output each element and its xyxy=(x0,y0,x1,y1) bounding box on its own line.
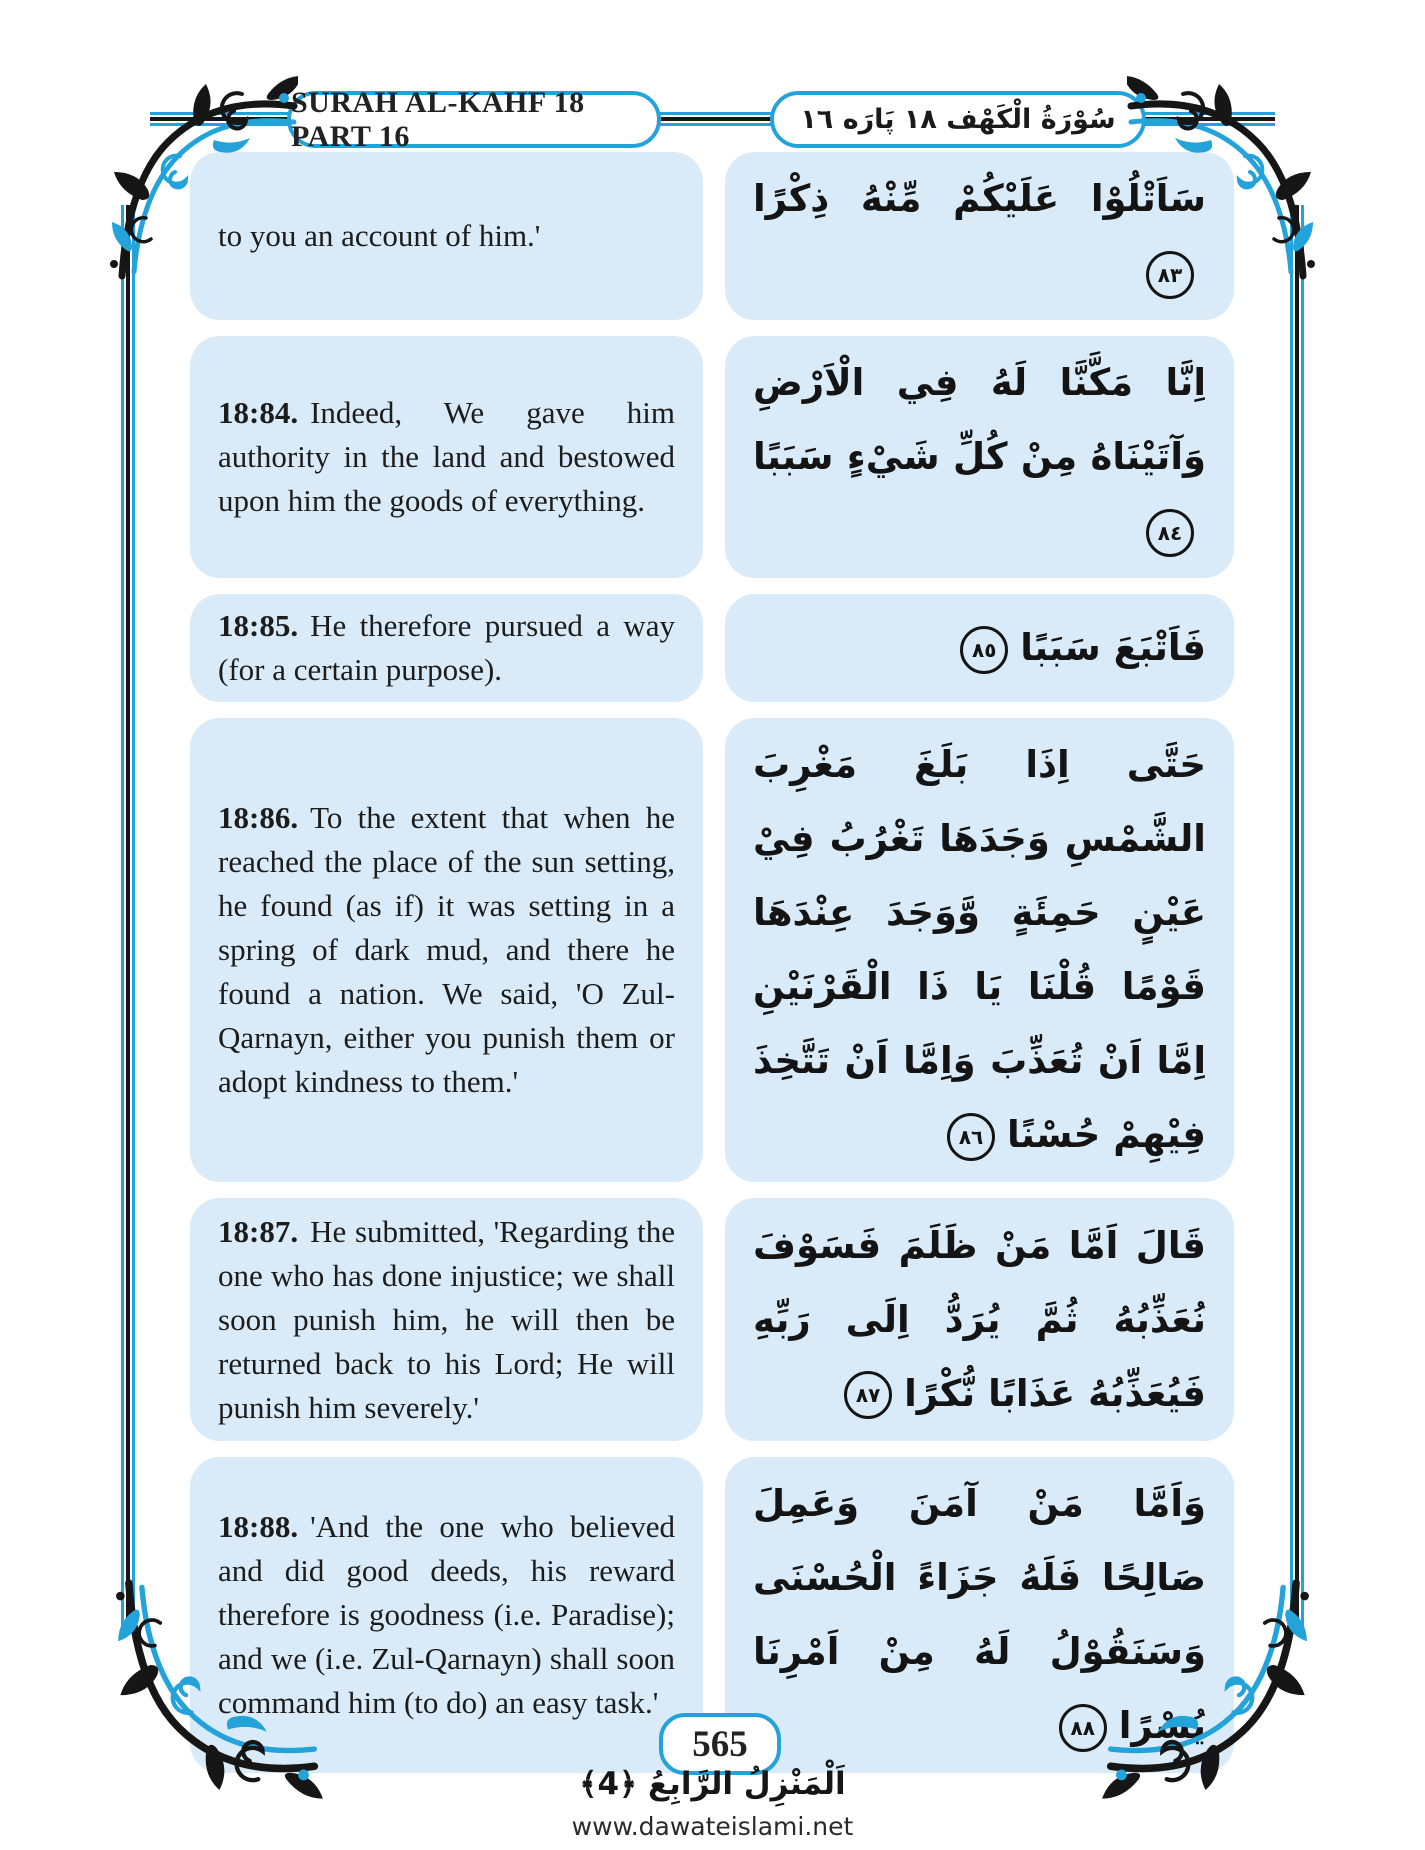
arabic-box-18-84 xyxy=(725,336,1234,578)
translation-box-18-84 xyxy=(190,336,703,578)
floral-corner-ornament-bottom-left xyxy=(74,1568,324,1818)
floral-corner-ornament-bottom-right xyxy=(1101,1568,1351,1818)
right-border-line xyxy=(1290,205,1304,1633)
arabic-verse: اِنَّا مَكَّنَّا لَهُ فِي الْاَرْضِ وَآتَيْنَاهُ مِنْ كُلِّ شَيْءٍ سَبَبًا xyxy=(753,361,1206,478)
verse-translation: 'And the one who believed and did good deeds, his reward therefore is goodness (i.e. Paradise); and we (i.e. Zul-Qarnayn) shall soon command him (to do) an easy task.' xyxy=(218,1509,675,1720)
arabic-text xyxy=(753,346,1206,568)
translation-box-18-87 xyxy=(190,1198,703,1441)
header-title-english xyxy=(287,85,661,153)
arabic-verse: قَالَ اَمَّا مَنْ ظَلَمَ فَسَوْفَ نُعَذِّبُهُ ثُمَّ يُرَدُّ اِلَى رَبِّهِ فَيُعَذِّبُهُ عَذَابًا نُّكْرًا xyxy=(753,1223,1206,1415)
verse-translation: He therefore pursued a way (for a certain purpose). xyxy=(218,608,675,687)
verse-translation: He submitted, 'Regarding the one who has done injustice; we shall soon punish him, he will then be returned back to his Lord; He will punish him severely.' xyxy=(218,1213,675,1425)
left-border-line xyxy=(121,205,135,1633)
verse-ref: 18:88. xyxy=(218,1509,299,1544)
arabic-box-18-87 xyxy=(725,1198,1234,1441)
arabic-box-18-85 xyxy=(725,594,1234,702)
ayah-number-medallion: ٨٥ xyxy=(960,626,1008,674)
ayah-number-medallion: ٨٨ xyxy=(1059,1704,1107,1752)
ayah-number-medallion: ٨٦ xyxy=(947,1113,995,1161)
arabic-text xyxy=(753,728,1206,1172)
header-title-arabic xyxy=(770,91,1146,148)
arabic-verse: حَتَّى اِذَا بَلَغَ مَغْرِبَ الشَّمْسِ وَجَدَهَا تَغْرُبُ فِيْ عَيْنٍ حَمِئَةٍ وَّوَجَدَ عِنْدَهَا قَوْمًا قُلْنَا يَا ذَا الْقَرْنَيْنِ اِمَّا اَنْ تُعَذِّبَ وَاِمَّا اَنْ تَتَّخِذَ فِيْهِمْ حُسْنًا xyxy=(753,743,1206,1156)
translation-text xyxy=(218,391,675,523)
verse-grid xyxy=(190,152,1234,1773)
footer-manzil-arabic: اَلْمَنْزِلُ الرَّابِعُ ﴿4﴾ xyxy=(579,1766,846,1802)
ayah-number-medallion: ٨٣ xyxy=(1146,251,1194,299)
verse-translation: Indeed, We gave him authority in the land and bestowed upon him the goods of everything. xyxy=(218,395,675,518)
arabic-text xyxy=(753,611,1206,685)
arabic-verse: وَاَمَّا مَنْ آمَنَ وَعَمِلَ صَالِحًا فَلَهُ جَزَاءً الْحُسْنَى وَسَنَقُوْلُ لَهُ مِنْ اَمْرِنَا يُسْرًا xyxy=(753,1482,1206,1747)
verse-ref: 18:85. xyxy=(218,608,299,643)
ayah-number-medallion: ٨٤ xyxy=(1146,509,1194,557)
verse-translation: to you an account of him.' xyxy=(218,218,541,253)
verse-row-18-84 xyxy=(190,336,1234,578)
page-number: 565 xyxy=(692,1723,748,1765)
floral-corner-ornament-top-right xyxy=(1127,58,1349,290)
header-title-english-text: SURAH AL-KAHF 18 PART 16 xyxy=(291,85,585,153)
translation-text xyxy=(218,604,675,692)
verse-row-18-85 xyxy=(190,594,1234,702)
verse-row-18-87 xyxy=(190,1198,1234,1441)
verse-translation: To the extent that when he reached the place of the sun setting, he found (as if) it was setting in a spring of dark mud, and there he found a nation. We said, 'O Zul-Qarnayn, either you punish them or adopt kindness to them.' xyxy=(218,800,675,1099)
verse-ref: 18:84. xyxy=(218,395,299,430)
arabic-box-18-86 xyxy=(725,718,1234,1182)
verse-ref: 18:87. xyxy=(218,1213,299,1249)
verse-ref: 18:86. xyxy=(218,800,299,835)
translation-box-18-85 xyxy=(190,594,703,702)
translation-box-18-86 xyxy=(190,718,703,1182)
arabic-verse: فَاَتْبَعَ سَبَبًا xyxy=(1020,626,1206,669)
translation-text xyxy=(218,796,675,1104)
header-title-arabic-text: سُوْرَةُ الْكَهْف ١٨ پَارَه ١٦ xyxy=(800,104,1116,135)
footer-website-url: www.dawateislami.net xyxy=(571,1812,854,1841)
arabic-verse: سَاَتْلُوْا عَلَيْكُمْ مِّنْهُ ذِكْرًا xyxy=(753,177,1206,220)
verse-row-18-86 xyxy=(190,718,1234,1182)
arabic-text xyxy=(753,1209,1206,1431)
verse-row-18-83 xyxy=(190,152,1234,320)
ayah-number-medallion: ٨٧ xyxy=(844,1371,892,1419)
translation-text xyxy=(218,1210,675,1430)
floral-corner-ornament-top-left xyxy=(76,58,298,290)
